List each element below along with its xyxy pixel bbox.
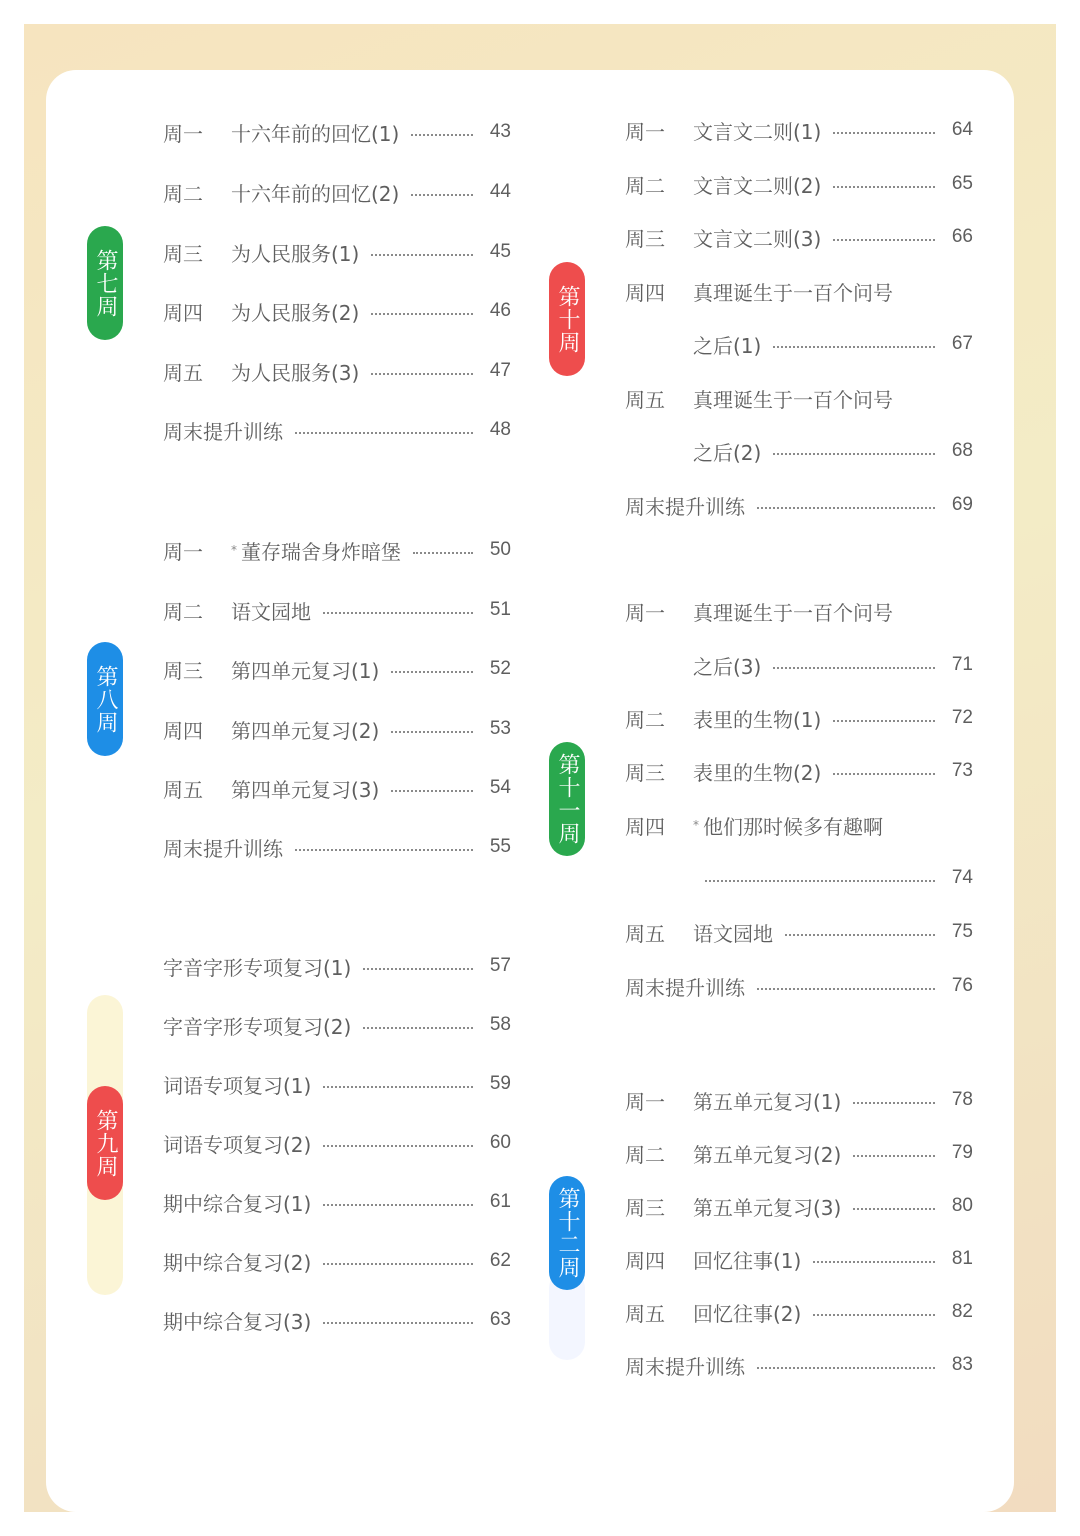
entry-day: 周一: [163, 121, 203, 146]
toc-entry[interactable]: [163, 117, 511, 147]
entry-day: 周四: [625, 1248, 665, 1273]
entry-title: 之后(3): [693, 654, 762, 679]
dot-leader: [853, 1208, 935, 1210]
dot-leader: [411, 134, 473, 136]
toc-entry[interactable]: [163, 1069, 511, 1099]
toc-entry-line1[interactable]: [625, 810, 973, 840]
entry-page: 68: [951, 440, 973, 461]
entry-title: 回忆往事(1): [693, 1248, 802, 1273]
dot-leader: [391, 790, 473, 792]
entry-title: 语文园地: [231, 599, 311, 624]
entry-day: 周五: [625, 387, 665, 412]
entry-title: 期中综合复习(1): [163, 1191, 312, 1216]
toc-entry[interactable]: [163, 535, 511, 565]
dot-leader: [363, 968, 473, 970]
entry-page: 74: [951, 867, 973, 888]
toc-entry[interactable]: [625, 1138, 973, 1168]
week-9-label: 第九周: [87, 1086, 123, 1200]
toc-entry[interactable]: [625, 115, 973, 145]
week-7-label: 第七周: [87, 226, 123, 340]
toc-entry[interactable]: [625, 1297, 973, 1327]
dot-leader: [813, 1314, 935, 1316]
entry-title: 第四单元复习(2): [231, 718, 380, 743]
toc-entry[interactable]: [163, 415, 511, 445]
entry-title: 周末提升训练: [163, 419, 283, 444]
dot-leader: [813, 1261, 935, 1263]
dot-leader: [371, 373, 473, 375]
entry-title: 期中综合复习(2): [163, 1250, 312, 1275]
dot-leader: [323, 1086, 473, 1088]
entry-title: 之后(1): [693, 333, 762, 358]
star-mark: *: [231, 543, 237, 557]
entry-day: 周三: [163, 241, 203, 266]
entry-page: 50: [489, 539, 511, 560]
entry-title: 真理诞生于一百个问号: [693, 280, 893, 305]
dot-leader: [785, 934, 935, 936]
entry-day: 周一: [625, 600, 665, 625]
dot-leader: [705, 880, 935, 882]
entry-page: 44: [489, 181, 511, 202]
toc-entry[interactable]: [163, 1246, 511, 1276]
toc-entry[interactable]: [163, 1010, 511, 1040]
dot-leader: [757, 507, 935, 509]
toc-entry[interactable]: [625, 1244, 973, 1274]
entry-title: 文言文二则(1): [693, 119, 822, 144]
entry-title: 词语专项复习(1): [163, 1073, 312, 1098]
toc-entry-line1[interactable]: [625, 383, 973, 413]
dot-leader: [413, 552, 473, 554]
entry-page: 79: [951, 1142, 973, 1163]
entry-title: 字音字形专项复习(2): [163, 1014, 352, 1039]
entry-title: 真理诞生于一百个问号: [693, 600, 893, 625]
entry-day: 周四: [163, 718, 203, 743]
entry-day: 周五: [163, 777, 203, 802]
entry-title: 表里的生物(2): [693, 760, 822, 785]
entry-day: 周二: [163, 599, 203, 624]
dot-leader: [773, 346, 935, 348]
entry-page: 52: [489, 658, 511, 679]
entry-page: 83: [951, 1354, 973, 1375]
entry-day: 周三: [625, 226, 665, 251]
entry-page: 82: [951, 1301, 973, 1322]
entry-title: 周末提升训练: [625, 494, 745, 519]
entry-day: 周三: [163, 658, 203, 683]
entry-day: 周二: [625, 1142, 665, 1167]
toc-entry[interactable]: [163, 356, 511, 386]
dot-leader: [363, 1027, 473, 1029]
entry-title: 期中综合复习(3): [163, 1309, 312, 1334]
entry-day: 周五: [625, 921, 665, 946]
toc-entry[interactable]: [163, 1305, 511, 1335]
entry-page: 60: [489, 1132, 511, 1153]
dot-leader: [295, 432, 473, 434]
toc-entry[interactable]: [163, 237, 511, 267]
entry-day: 周一: [625, 1089, 665, 1114]
dot-leader: [391, 671, 473, 673]
entry-title: 周末提升训练: [625, 975, 745, 1000]
entry-title: 十六年前的回忆(2): [231, 181, 400, 206]
week-10-label: 第十周: [549, 262, 585, 376]
toc-entry[interactable]: [625, 222, 973, 252]
entry-title: 语文园地: [693, 921, 773, 946]
dot-leader: [295, 849, 473, 851]
dot-leader: [773, 453, 935, 455]
toc-entry[interactable]: [625, 971, 973, 1001]
entry-day: 周三: [625, 1195, 665, 1220]
toc-entry[interactable]: [625, 917, 973, 947]
dot-leader: [853, 1102, 935, 1104]
dot-leader: [371, 254, 473, 256]
dot-leader: [833, 720, 935, 722]
dot-leader: [853, 1155, 935, 1157]
toc-entry[interactable]: [163, 1128, 511, 1158]
entry-page: 66: [951, 226, 973, 247]
dot-leader: [391, 731, 473, 733]
entry-day: 周二: [625, 173, 665, 198]
dot-leader: [833, 239, 935, 241]
entry-title: 第四单元复习(3): [231, 777, 380, 802]
entry-page: 73: [951, 760, 973, 781]
toc-entry-line1[interactable]: [625, 596, 973, 626]
entry-day: 周四: [163, 300, 203, 325]
entry-day: 周三: [625, 760, 665, 785]
entry-day: 周二: [625, 707, 665, 732]
entry-title: 文言文二则(3): [693, 226, 822, 251]
entry-page: 64: [951, 119, 973, 140]
toc-entry[interactable]: [625, 703, 973, 733]
entry-page: 69: [951, 494, 973, 515]
entry-page: 61: [489, 1191, 511, 1212]
entry-page: 57: [489, 955, 511, 976]
entry-day: 周二: [163, 181, 203, 206]
entry-day: 周一: [625, 119, 665, 144]
entry-title: 之后(2): [693, 440, 762, 465]
entry-day: 周五: [625, 1301, 665, 1326]
toc-entry[interactable]: [163, 714, 511, 744]
dot-leader: [323, 1322, 473, 1324]
entry-title: 周末提升训练: [163, 836, 283, 861]
dot-leader: [323, 1145, 473, 1147]
entry-page: 53: [489, 718, 511, 739]
entry-title: 为人民服务(2): [231, 300, 360, 325]
dot-leader: [833, 186, 935, 188]
entry-page: 67: [951, 333, 973, 354]
entry-page: 45: [489, 241, 511, 262]
entry-page: 80: [951, 1195, 973, 1216]
dot-leader: [757, 988, 935, 990]
toc-entry-line2[interactable]: [693, 436, 973, 466]
entry-page: 55: [489, 836, 511, 857]
entry-page: 43: [489, 121, 511, 142]
toc-entry[interactable]: [625, 490, 973, 520]
dot-leader: [323, 1204, 473, 1206]
toc-entry[interactable]: [163, 595, 511, 625]
toc-entry-line2[interactable]: [693, 650, 973, 680]
toc-entry[interactable]: [163, 773, 511, 803]
entry-title: 真理诞生于一百个问号: [693, 387, 893, 412]
entry-day: 周一: [163, 539, 203, 564]
entry-page: 81: [951, 1248, 973, 1269]
week-12-label: 第十二周: [549, 1176, 585, 1290]
toc-entry-line2[interactable]: [693, 329, 973, 359]
entry-title: 董存瑞舍身炸暗堡: [241, 539, 401, 564]
toc-entry[interactable]: [625, 1350, 973, 1380]
entry-title: 第五单元复习(2): [693, 1142, 842, 1167]
toc-entry[interactable]: [163, 832, 511, 862]
entry-day: 周五: [163, 360, 203, 385]
toc-entry[interactable]: [163, 654, 511, 684]
entry-page: 48: [489, 419, 511, 440]
entry-page: 78: [951, 1089, 973, 1110]
toc-entry[interactable]: [625, 169, 973, 199]
toc-entry[interactable]: [163, 1187, 511, 1217]
toc-entry[interactable]: [625, 756, 973, 786]
toc-entry-line2[interactable]: [705, 863, 973, 893]
entry-page: 58: [489, 1014, 511, 1035]
toc-entry[interactable]: [163, 951, 511, 981]
toc-entry[interactable]: [625, 1191, 973, 1221]
entry-page: 76: [951, 975, 973, 996]
entry-page: 65: [951, 173, 973, 194]
entry-day: 周四: [625, 814, 665, 839]
entry-page: 63: [489, 1309, 511, 1330]
week-11-label: 第十一周: [549, 742, 585, 856]
toc-entry[interactable]: [163, 296, 511, 326]
dot-leader: [371, 313, 473, 315]
entry-page: 54: [489, 777, 511, 798]
entry-day: 周四: [625, 280, 665, 305]
entry-page: 46: [489, 300, 511, 321]
entry-title: 回忆往事(2): [693, 1301, 802, 1326]
entry-title: 文言文二则(2): [693, 173, 822, 198]
toc-entry[interactable]: [163, 177, 511, 207]
dot-leader: [411, 194, 473, 196]
entry-page: 71: [951, 654, 973, 675]
dot-leader: [833, 132, 935, 134]
entry-title: 表里的生物(1): [693, 707, 822, 732]
entry-page: 47: [489, 360, 511, 381]
toc-entry-line1[interactable]: [625, 276, 973, 306]
star-mark: *: [693, 818, 699, 832]
entry-title: 字音字形专项复习(1): [163, 955, 352, 980]
entry-title: 第四单元复习(1): [231, 658, 380, 683]
entry-title: 十六年前的回忆(1): [231, 121, 400, 146]
dot-leader: [833, 773, 935, 775]
dot-leader: [323, 1263, 473, 1265]
entry-page: 51: [489, 599, 511, 620]
entry-title: 为人民服务(1): [231, 241, 360, 266]
entry-page: 59: [489, 1073, 511, 1094]
entry-title: 他们那时候多有趣啊: [703, 814, 883, 839]
entry-page: 72: [951, 707, 973, 728]
entry-title: 第五单元复习(3): [693, 1195, 842, 1220]
entry-page: 62: [489, 1250, 511, 1271]
dot-leader: [773, 667, 935, 669]
entry-title: 为人民服务(3): [231, 360, 360, 385]
week-8-label: 第八周: [87, 642, 123, 756]
entry-page: 75: [951, 921, 973, 942]
entry-title: 周末提升训练: [625, 1354, 745, 1379]
dot-leader: [757, 1367, 935, 1369]
toc-entry[interactable]: [625, 1085, 973, 1115]
entry-title: 词语专项复习(2): [163, 1132, 312, 1157]
entry-title: 第五单元复习(1): [693, 1089, 842, 1114]
dot-leader: [323, 612, 473, 614]
